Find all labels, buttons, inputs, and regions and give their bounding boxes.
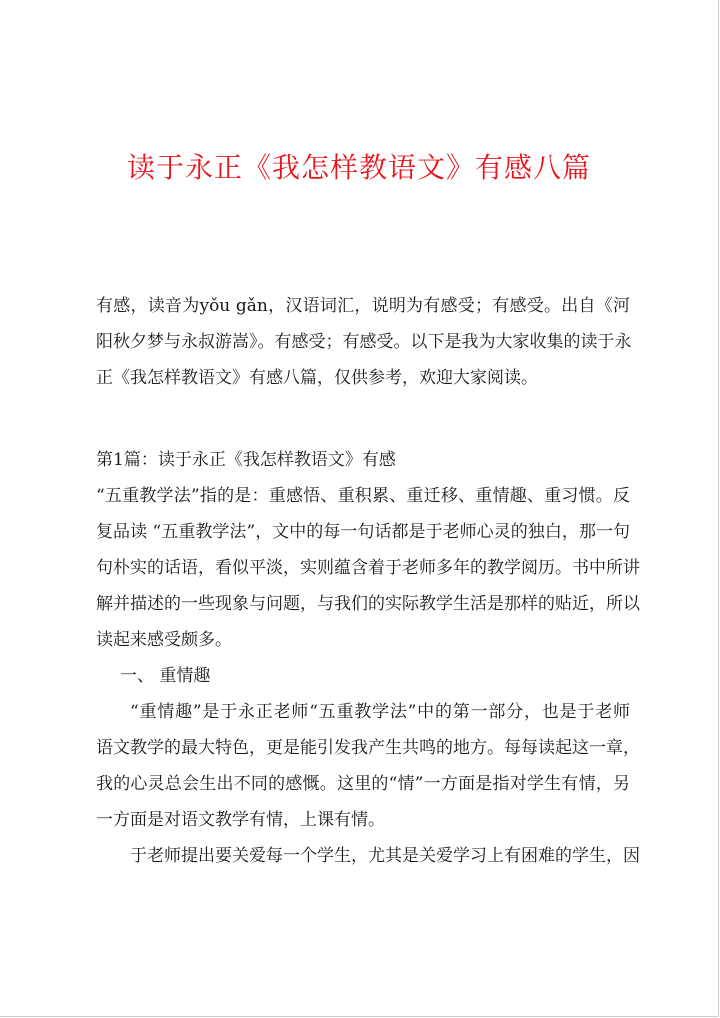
paragraph-line: 我的心灵总会生出不同的感慨。这里的“情”一方面是指对学生有情，另 xyxy=(96,774,630,794)
paragraph-line: 句朴实的话语，看似平淡，实则蕴含着于老师多年的教学阅历。书中所讲 xyxy=(96,558,640,578)
document-title: 读于永正《我怎样教语文》有感八篇 xyxy=(126,151,591,184)
paragraph-line: 复品读 “五重教学法”，文中的每一句话都是于老师心灵的独白，那一句 xyxy=(96,522,630,542)
paragraph-line: 一方面是对语文教学有情，上课有情。 xyxy=(96,810,385,830)
intro-paragraph xyxy=(96,288,630,396)
paragraph-line: 读起来感受颇多。 xyxy=(96,630,232,650)
intro-line: 有感，读音为yǒu gǎn，汉语词汇，说明为有感受；有感受。出自《河 xyxy=(96,296,630,316)
paragraph-line: “重情趣”是于永正老师“五重教学法”中的第一部分，也是于老师 xyxy=(130,702,630,722)
paragraph-line: 于老师提出要关爱每一个学生，尤其是关爱学习上有困难的学生，因 xyxy=(130,846,640,866)
paragraph-line: “五重教学法”指的是：重感悟、重积累、重迁移、重情趣、重习惯。反 xyxy=(96,486,630,506)
paragraph-line: 语文教学的最大特色，更是能引发我产生共鸣的地方。每每读起这一章， xyxy=(96,738,640,758)
section-1 xyxy=(96,442,640,874)
paragraph-line: 解并描述的一些现象与问题，与我们的实际教学生活是那样的贴近，所以 xyxy=(96,594,640,614)
subheading: 一、 重情趣 xyxy=(120,666,211,686)
section-heading: 第1篇：读于永正《我怎样教语文》有感 xyxy=(96,450,396,470)
intro-line: 阳秋夕梦与永叔游嵩》。有感受；有感受。以下是我为大家收集的读于永 xyxy=(96,332,632,352)
intro-line: 正《我怎样教语文》有感八篇，仅供参考，欢迎大家阅读。 xyxy=(96,368,538,388)
